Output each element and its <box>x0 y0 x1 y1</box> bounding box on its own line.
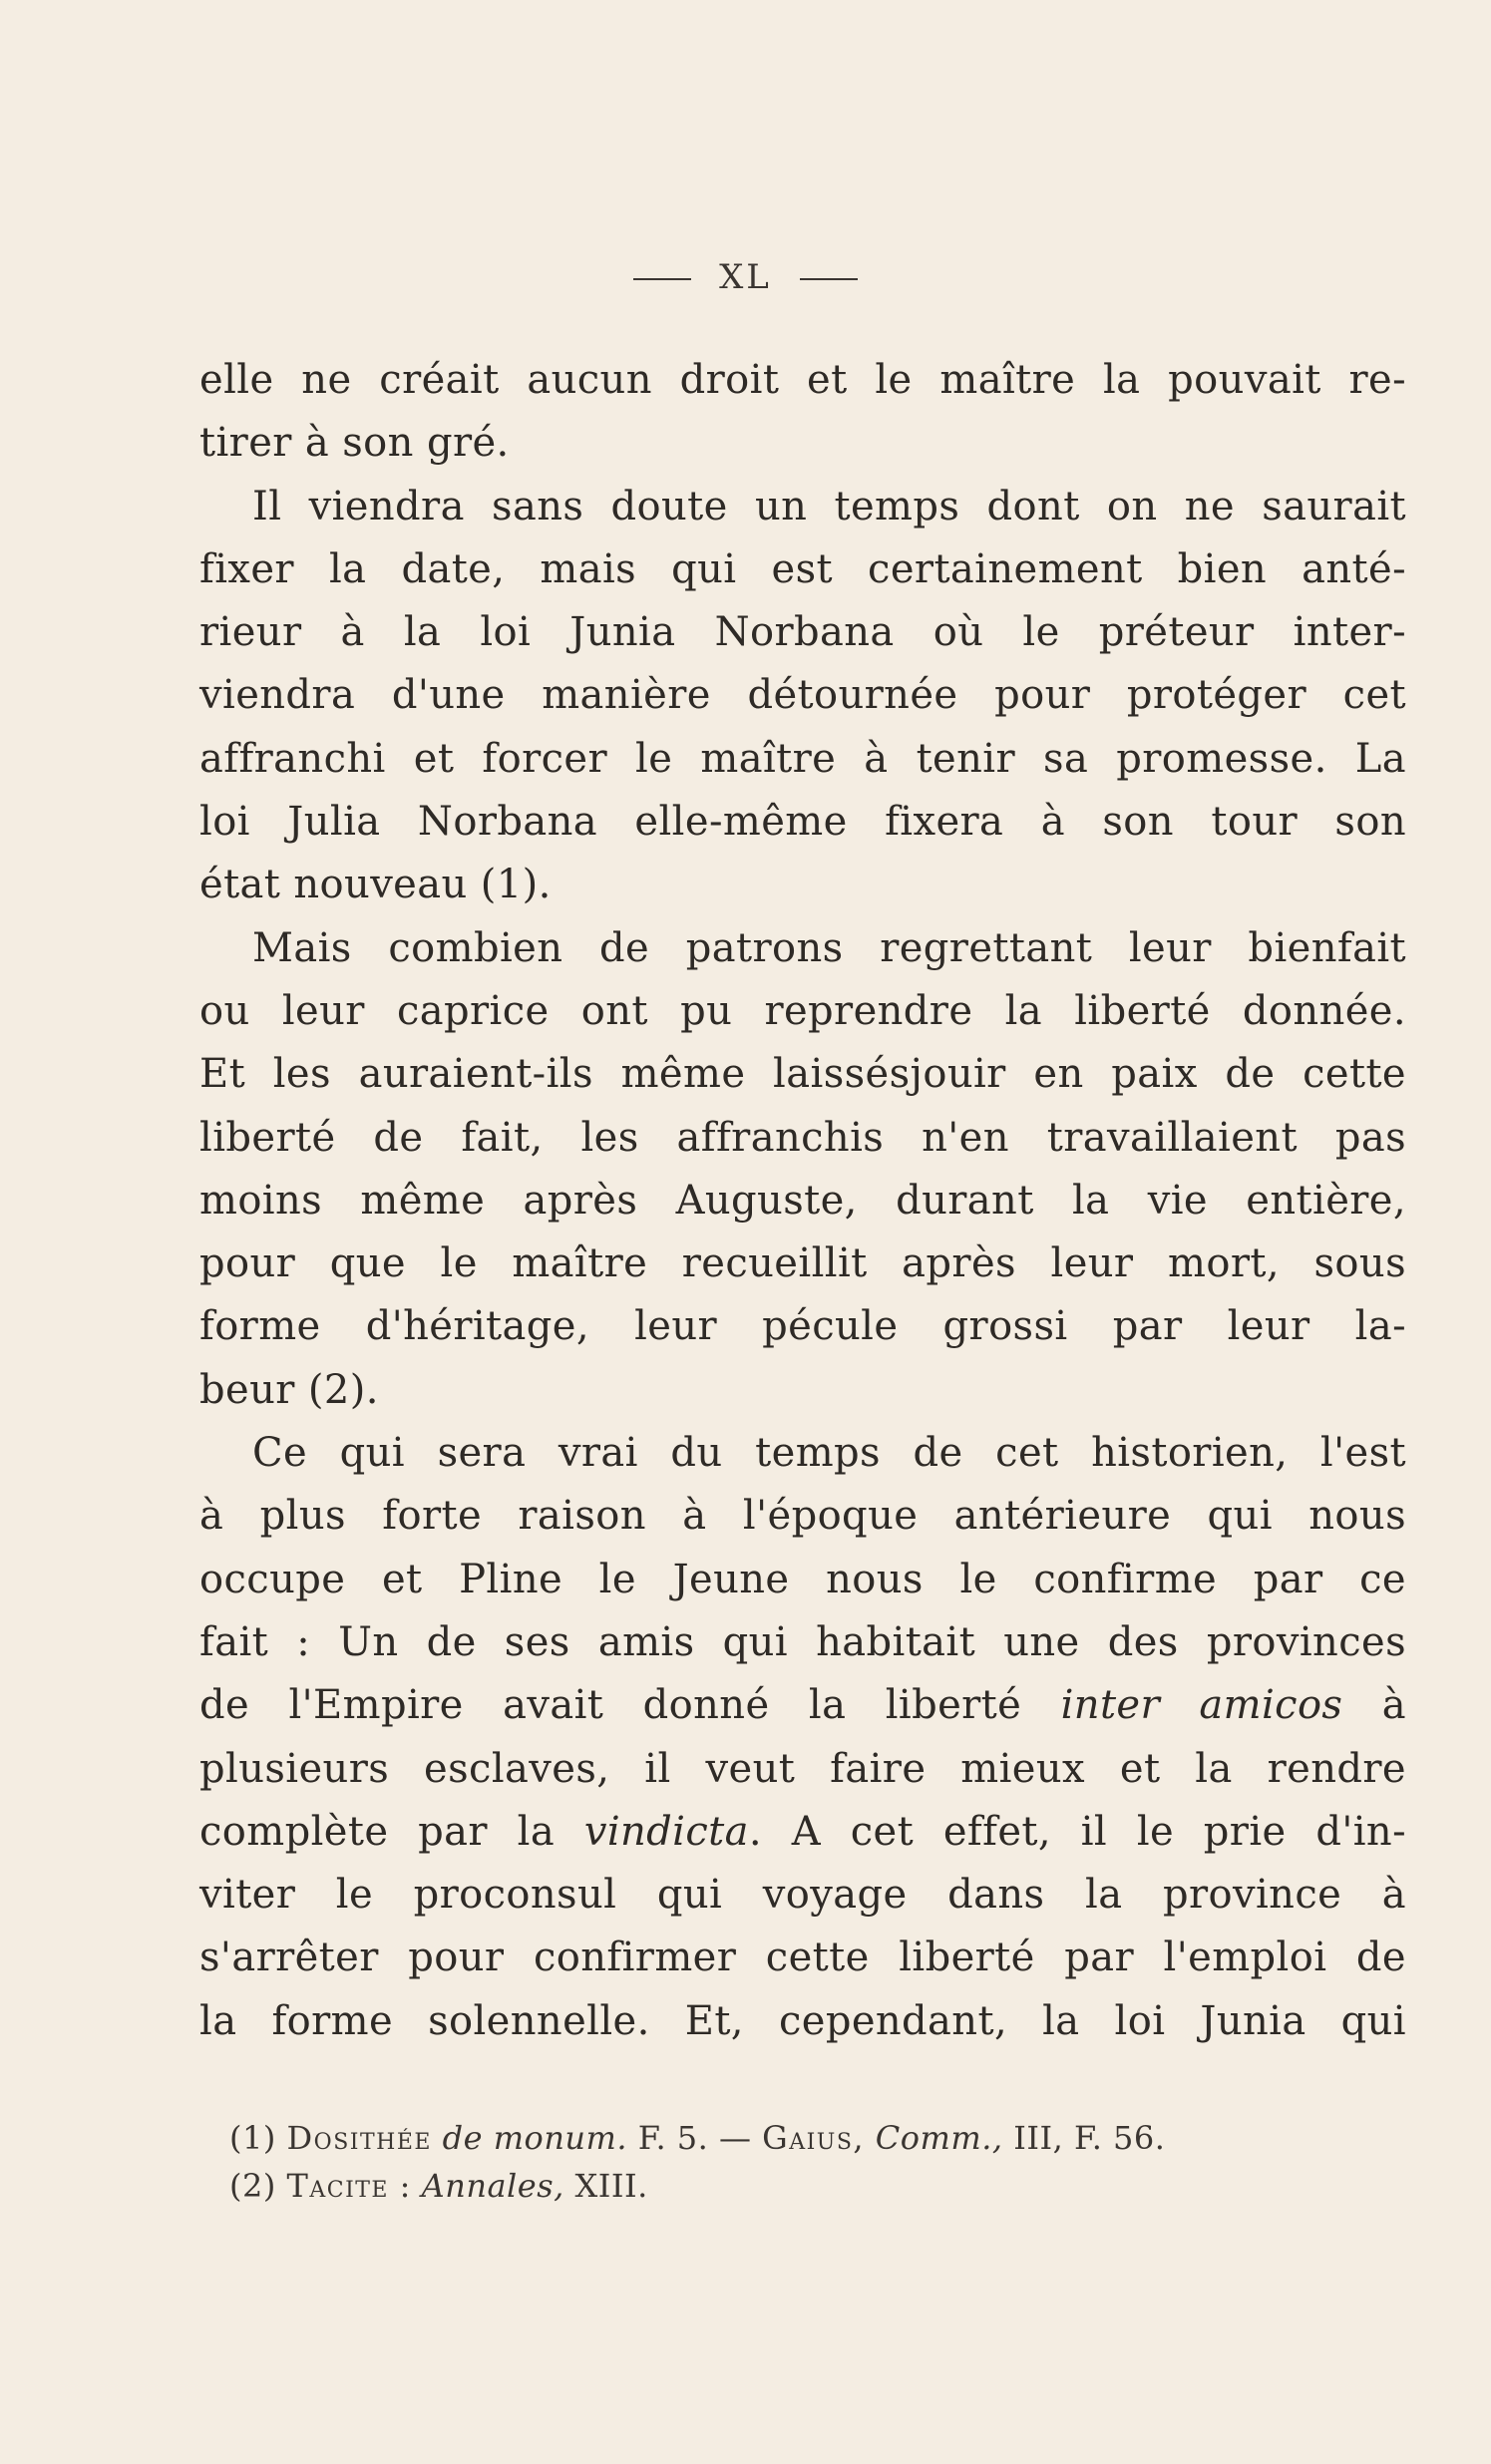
footnote-2-separator: : <box>399 2167 411 2205</box>
body-line: Il viendra sans doute un temps dont on ne saurait <box>252 483 1406 529</box>
body-line: viendra d'une manière détournée pour protéger cet <box>199 672 1406 719</box>
body-line: fait : Un de ses amis qui habitait une des provinces <box>199 1618 1406 1665</box>
footnote-2-work: Annales, <box>421 2167 564 2205</box>
running-head <box>0 257 1491 297</box>
footnote-2 <box>229 2162 1326 2210</box>
body-line: tirer à son gré. <box>199 420 510 467</box>
footnote-1-author-2: Gaius, <box>762 2119 866 2157</box>
body-text <box>199 349 1406 2053</box>
body-line: de l'Empire avait donné la liberté inter amicos à <box>199 1682 1406 1729</box>
running-head-left-dash <box>633 278 691 280</box>
footnote-2-author: Tacite <box>286 2167 389 2205</box>
body-line: à plus forte raison à l'époque antérieure qui nous <box>199 1493 1406 1540</box>
body-line: affranchi et forcer le maître à tenir sa promesse. La <box>199 735 1406 782</box>
running-head-right-dash <box>800 278 858 280</box>
body-line: complète par la vindicta. A cet effet, il le prie d'in- <box>199 1808 1406 1855</box>
footnotes <box>229 2114 1326 2210</box>
body-line: viter le proconsul qui voyage dans la province à <box>199 1872 1406 1919</box>
body-line: occupe et Pline le Jeune nous le confirme par ce <box>199 1556 1406 1602</box>
body-line: ou leur caprice ont pu reprendre la liberté donnée. <box>199 987 1406 1034</box>
body-line: Et les auraient-ils même laissésjouir en paix de cette <box>199 1051 1406 1098</box>
footnote-1 <box>229 2114 1326 2162</box>
body-line: liberté de fait, les affranchis n'en travaillaient pas <box>199 1114 1406 1161</box>
body-line: état nouveau (1). <box>199 862 552 908</box>
footnote-1-work: de monum. <box>442 2119 628 2157</box>
footnote-2-marker: (2) <box>229 2167 276 2205</box>
body-line: Mais combien de patrons regrettant leur bienfait <box>252 924 1406 971</box>
body-line: Ce qui sera vrai du temps de cet historien, l'est <box>252 1430 1406 1477</box>
body-line: elle ne créait aucun droit et le maître la pouvait re- <box>199 357 1406 403</box>
footnote-1-marker: (1) <box>229 2119 276 2157</box>
body-line: rieur à la loi Junia Norbana où le préteur inter- <box>199 609 1406 656</box>
body-line: moins même après Auguste, durant la vie entière, <box>199 1177 1406 1224</box>
footnote-1-ref: F. 5. <box>637 2119 709 2157</box>
body-line: la forme solennelle. Et, cependant, la loi Junia qui <box>199 1997 1406 2044</box>
body-line: beur (2). <box>199 1366 379 1413</box>
body-line: pour que le maître recueillit après leur mort, sous <box>199 1240 1406 1287</box>
body-line: loi Julia Norbana elle-même fixera à son tour son <box>199 799 1406 846</box>
body-line: forme d'héritage, leur pécule grossi par leur la- <box>199 1303 1406 1350</box>
footnote-2-ref: XIII. <box>574 2167 648 2205</box>
footnote-1-separator: — <box>718 2119 752 2157</box>
body-line: fixer la date, mais qui est certainement bien anté- <box>199 545 1406 592</box>
footnote-1-ref-2: III, F. 56. <box>1013 2119 1166 2157</box>
body-line: s'arrêter pour confirmer cette liberté par l'emploi de <box>199 1935 1406 1981</box>
footnote-1-author: Dosithée <box>286 2119 432 2157</box>
body-line: plusieurs esclaves, il veut faire mieux et la rendre <box>199 1745 1406 1792</box>
running-head-page-number: XL <box>719 257 772 297</box>
footnote-1-work-2: Comm., <box>875 2119 1003 2157</box>
